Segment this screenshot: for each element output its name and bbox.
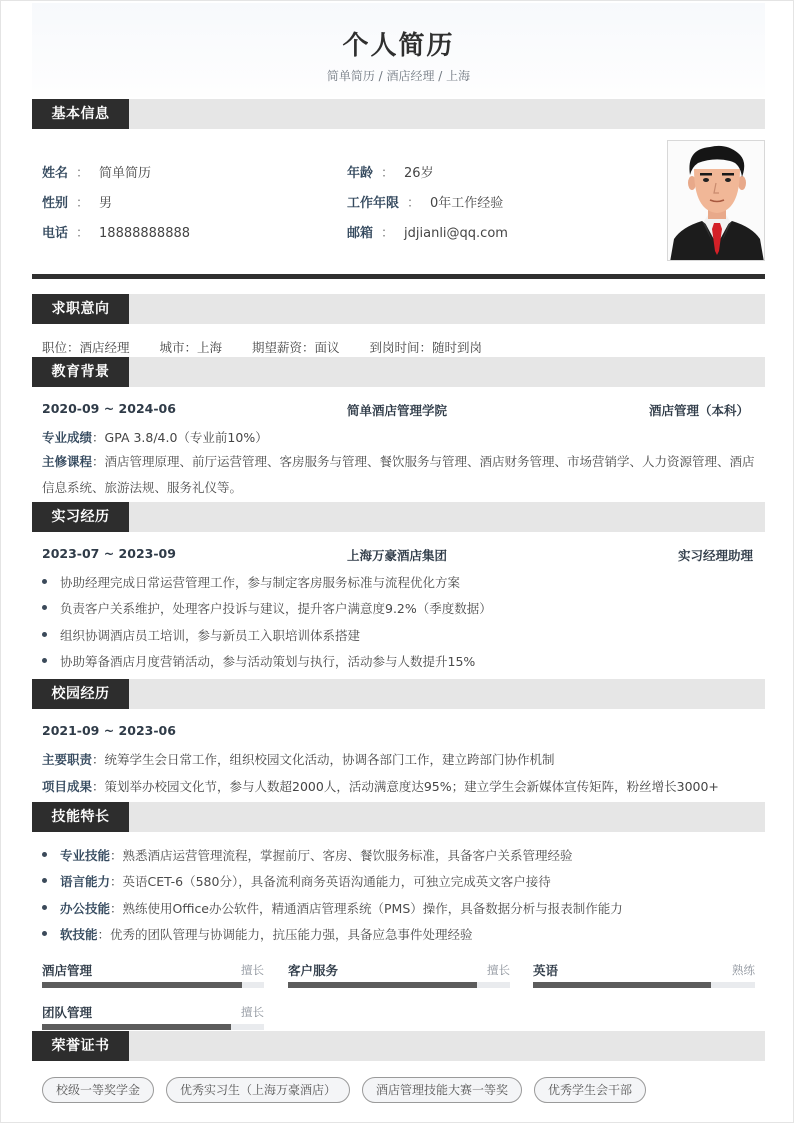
intent-city: 城市：上海 [159, 340, 223, 355]
gpa-label: 专业成绩 [42, 430, 93, 445]
honor-badge: 校级一等奖学金 [42, 1077, 154, 1103]
bullet-icon [42, 878, 47, 883]
intent-position: 职位：酒店经理 [42, 340, 130, 355]
skill-level: 熟练 [732, 963, 755, 977]
result-value: ：策划举办校园文化节，参与人数超2000人，活动满意度达95%；建立学生会新媒体宣传矩阵，粉丝增长3000+ [92, 779, 719, 794]
education-major: 酒店管理（本科） [648, 403, 749, 418]
bullet-icon [42, 905, 47, 910]
skill-bar [288, 961, 510, 1001]
section-header-honors [32, 1031, 765, 1061]
education-gpa [42, 428, 268, 446]
page-subtitle: 简单简历 / 酒店经理 / 上海 [326, 69, 471, 83]
education-courses [42, 449, 762, 501]
info-label: 姓名 [42, 166, 69, 181]
skill-fill [42, 1024, 231, 1030]
internship-role: 实习经理助理 [677, 548, 753, 563]
info-value: 18888888888 [99, 226, 191, 241]
skill-name: 团队管理 [42, 1005, 93, 1020]
info-value: jdjianli@qq.com [404, 226, 508, 241]
honors-list [42, 1077, 658, 1103]
intent-salary: 期望薪资：面议 [252, 340, 340, 355]
internship-period: 2023-07 ~ 2023-09 [42, 546, 176, 561]
list-item: 协助经理完成日常运营管理工作，参与制定客房服务标准与流程优化方案 [42, 573, 460, 591]
skill-fill [533, 982, 711, 988]
education-school: 简单酒店管理学院 [347, 403, 448, 418]
skill-track [42, 1024, 264, 1030]
courses-label: 主修课程 [42, 454, 93, 469]
gpa-value: ：GPA 3.8/4.0（专业前10%） [92, 430, 268, 445]
duty-label: 主要职责 [42, 752, 93, 767]
section-divider [32, 274, 765, 279]
bullet-icon [42, 931, 47, 936]
section-title: 技能特长 [32, 802, 129, 832]
info-label: 电话 [42, 226, 69, 241]
section-header-internship [32, 502, 765, 532]
skill-track [533, 982, 755, 988]
courses-value: ：酒店管理原理、前厅运营管理、客房服务与管理、餐饮服务与管理、酒店财务管理、市场营销学、人力资源管理、酒店信息系统、旅游法规、服务礼仪等。 [42, 454, 755, 495]
info-value: 男 [99, 196, 113, 211]
intent-arrival: 到岗时间：随时到岗 [369, 340, 483, 355]
section-title: 实习经历 [32, 502, 129, 532]
honor-badge: 优秀实习生（上海万豪酒店） [166, 1077, 350, 1103]
skill-bar [533, 961, 755, 1001]
skill-track [288, 982, 510, 988]
campus-duty [42, 750, 555, 768]
campus-period: 2021-09 ~ 2023-06 [42, 723, 176, 738]
skill-level: 擅长 [487, 963, 510, 977]
section-header-job-intent [32, 294, 765, 324]
education-period: 2020-09 ~ 2024-06 [42, 401, 176, 416]
skill-item: 办公技能：熟练使用Office办公软件，精通酒店管理系统（PMS）操作，具备数据分析与报表制作能力 [42, 899, 623, 917]
bullet-icon [42, 605, 47, 610]
skill-name: 客户服务 [288, 963, 339, 978]
list-item: 负责客户关系维护，处理客户投诉与建议，提升客户满意度9.2%（季度数据） [42, 599, 492, 617]
section-title: 校园经历 [32, 679, 129, 709]
skill-level: 擅长 [241, 1005, 264, 1019]
info-work-years: 工作年限 ： 0年工作经验 [347, 192, 503, 211]
section-title: 求职意向 [32, 294, 129, 324]
section-header-basic-info [32, 99, 765, 129]
section-header-campus [32, 679, 765, 709]
page-title: 个人简历 [342, 31, 455, 61]
skill-item: 软技能：优秀的团队管理与协调能力，抗压能力强，具备应急事件处理经验 [42, 925, 473, 943]
info-age: 年龄 ： 26岁 [347, 162, 434, 181]
info-value: 0年工作经验 [430, 196, 504, 211]
info-value: 简单简历 [99, 166, 152, 181]
skill-name: 酒店管理 [42, 963, 93, 978]
skill-fill [288, 982, 477, 988]
info-name: 姓名 ： 简单简历 [42, 162, 151, 181]
job-intent-row [42, 338, 508, 356]
section-header-skills [32, 802, 765, 832]
info-label: 工作年限 [347, 196, 400, 211]
avatar-photo-icon [668, 141, 765, 261]
skill-track [42, 982, 264, 988]
info-label: 年龄 [347, 166, 374, 181]
skill-name: 英语 [533, 963, 559, 978]
internship-company: 上海万豪酒店集团 [347, 548, 448, 563]
section-title: 荣誉证书 [32, 1031, 129, 1061]
duty-value: ：统筹学生会日常工作，组织校园文化活动，协调各部门工作，建立跨部门协作机制 [92, 752, 555, 767]
result-label: 项目成果 [42, 779, 93, 794]
info-gender: 性别 ： 男 [42, 192, 112, 211]
avatar [667, 140, 765, 261]
resume-header [32, 3, 765, 97]
list-item: 组织协调酒店员工培训，参与新员工入职培训体系搭建 [42, 626, 360, 644]
info-email: 邮箱 ： jdjianli@qq.com [347, 222, 508, 241]
section-title: 教育背景 [32, 357, 129, 387]
section-header-education [32, 357, 765, 387]
honor-badge: 优秀学生会干部 [534, 1077, 646, 1103]
info-phone: 电话 ： 18888888888 [42, 222, 190, 241]
info-value: 26岁 [404, 166, 434, 181]
campus-result [42, 777, 719, 795]
bullet-icon [42, 852, 47, 857]
bullet-icon [42, 579, 47, 584]
skill-fill [42, 982, 242, 988]
section-title: 基本信息 [32, 99, 129, 129]
list-item: 协助筹备酒店月度营销活动，参与活动策划与执行，活动参与人数提升15% [42, 652, 475, 670]
skill-level: 擅长 [241, 963, 264, 977]
bullet-icon [42, 658, 47, 663]
skill-bar [42, 961, 264, 1001]
info-label: 性别 [42, 196, 69, 211]
bullet-icon [42, 632, 47, 637]
honor-badge: 酒店管理技能大赛一等奖 [362, 1077, 522, 1103]
skill-item: 专业技能：熟悉酒店运营管理流程，掌握前厅、客房、餐饮服务标准，具备客户关系管理经验 [42, 846, 573, 864]
info-label: 邮箱 [347, 226, 374, 241]
skill-item: 语言能力：英语CET-6（580分），具备流利商务英语沟通能力，可独立完成英文客户接待 [42, 872, 551, 890]
